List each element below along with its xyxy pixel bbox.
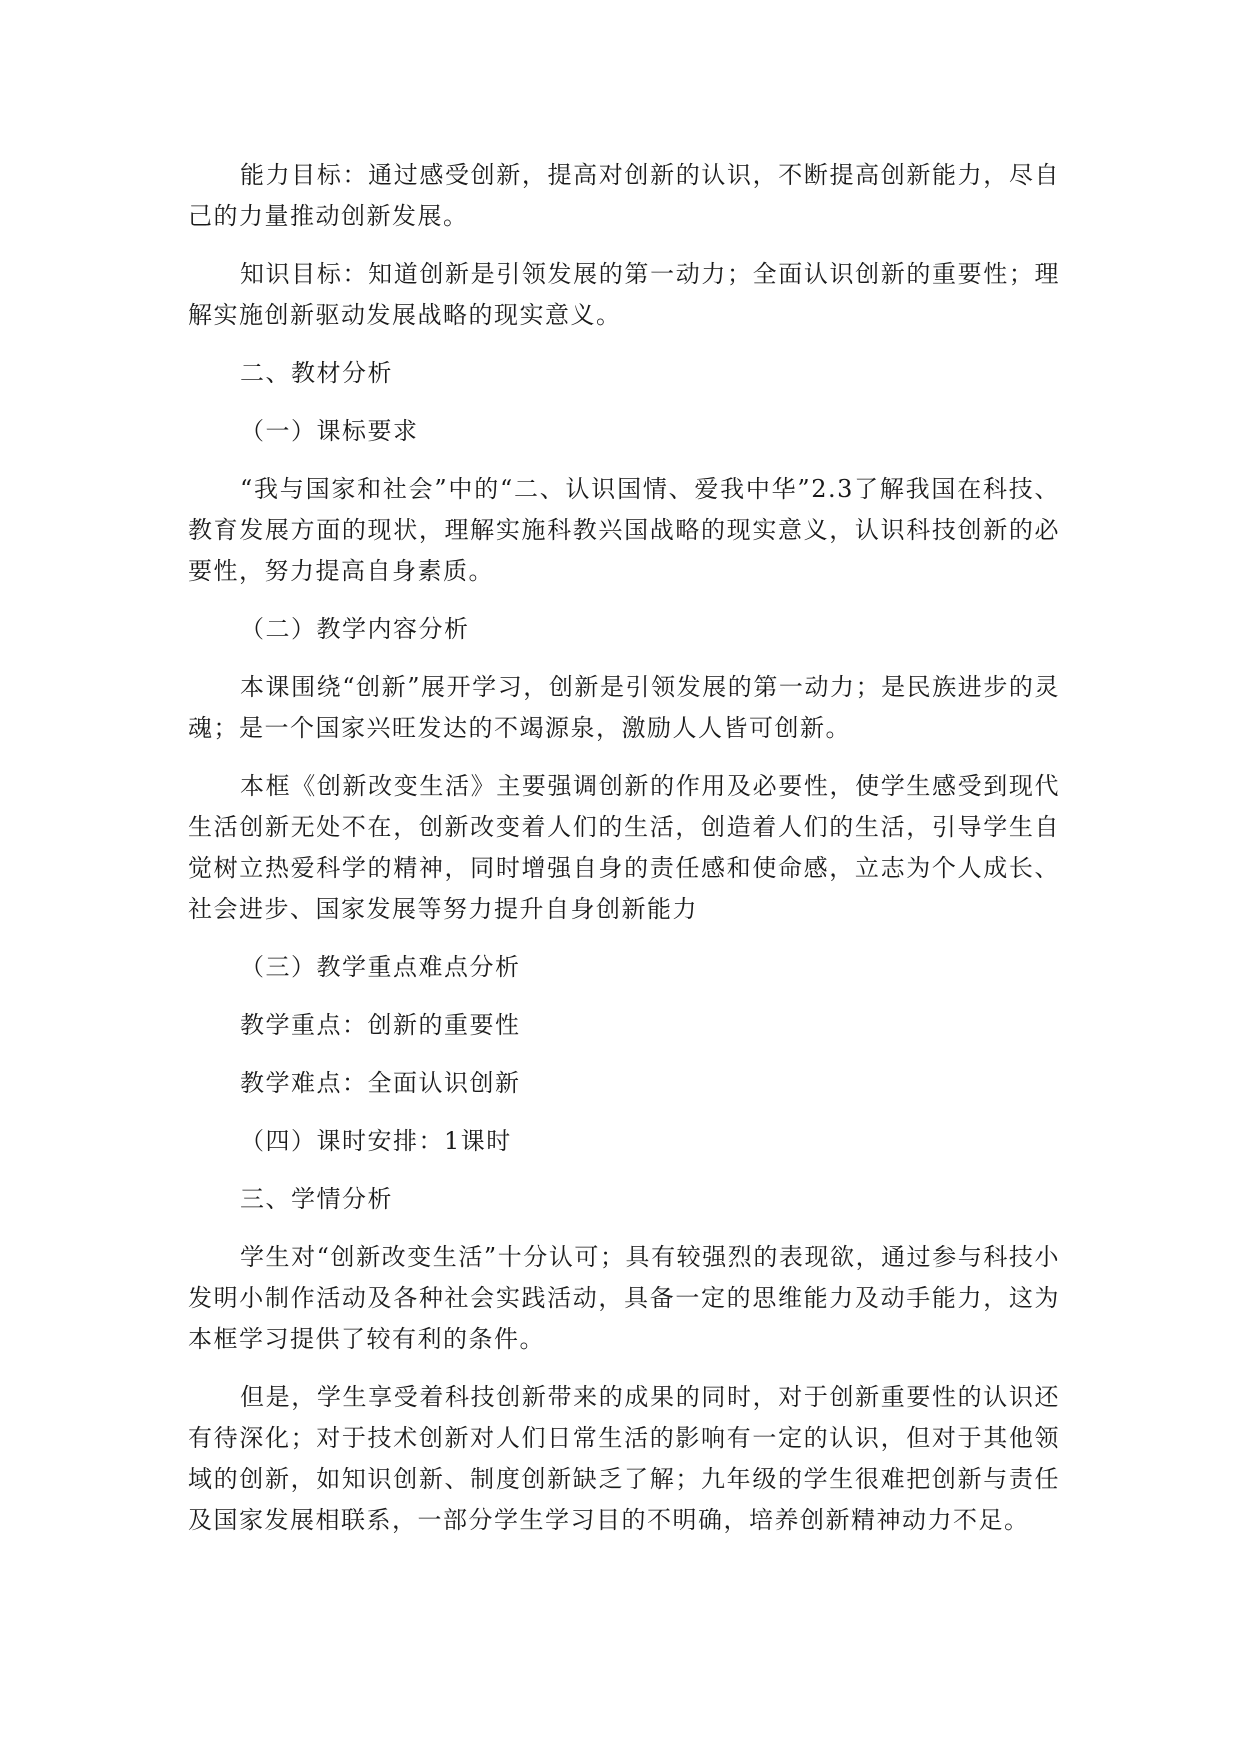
- section-heading-textbook-analysis: 二、教材分析: [240, 359, 393, 387]
- key-point-line: 教学重点：创新的重要性: [240, 1011, 521, 1039]
- document-page: [188, 155, 1060, 1558]
- subheading-class-schedule: （四）课时安排：1课时: [240, 1127, 512, 1155]
- curriculum-requirements-paragraph: “我与国家和社会”中的“二、认识国情、爱我中华”2.3了解我国在科技、教育发展方面的现状，理解实施科教兴国战略的现实意义，认识科技创新的必要性，努力提高自身素质。: [188, 475, 1060, 585]
- content-analysis-paragraph-1: 本课围绕“创新”展开学习，创新是引领发展的第一动力；是民族进步的灵魂；是一个国家兴旺发达的不竭源泉，激励人人皆可创新。: [188, 673, 1060, 742]
- subheading-content-analysis: （二）教学内容分析: [240, 615, 470, 643]
- student-analysis-paragraph-2: 但是，学生享受着科技创新带来的成果的同时，对于创新重要性的认识还有待深化；对于技术创新对人们日常生活的影响有一定的认识，但对于其他领域的创新，如知识创新、制度创新缺乏了解；九年级的学生很难把创新与责任及国家发展相联系，一部分学生学习目的不明确，培养创新精神动力不足。: [188, 1383, 1060, 1534]
- section-heading-student-analysis: 三、学情分析: [240, 1185, 393, 1213]
- knowledge-goal-paragraph: 知识目标：知道创新是引领发展的第一动力；全面认识创新的重要性；理解实施创新驱动发展战略的现实意义。: [188, 260, 1060, 329]
- ability-goal-paragraph: 能力目标：通过感受创新，提高对创新的认识，不断提高创新能力，尽自己的力量推动创新发展。: [188, 161, 1060, 230]
- subheading-curriculum-requirements: （一）课标要求: [240, 417, 419, 445]
- student-analysis-paragraph-1: 学生对“创新改变生活”十分认可；具有较强烈的表现欲，通过参与科技小发明小制作活动及各种社会实践活动，具备一定的思维能力及动手能力，这为本框学习提供了较有利的条件。: [188, 1243, 1060, 1353]
- difficult-point-line: 教学难点：全面认识创新: [240, 1069, 521, 1097]
- content-analysis-paragraph-2: 本框《创新改变生活》主要强调创新的作用及必要性，使学生感受到现代生活创新无处不在，创新改变着人们的生活，创造着人们的生活，引导学生自觉树立热爱科学的精神，同时增强自身的责任感和使命感，立志为个人成长、社会进步、国家发展等努力提升自身创新能力: [188, 772, 1060, 923]
- subheading-key-difficult-points: （三）教学重点难点分析: [240, 953, 521, 981]
